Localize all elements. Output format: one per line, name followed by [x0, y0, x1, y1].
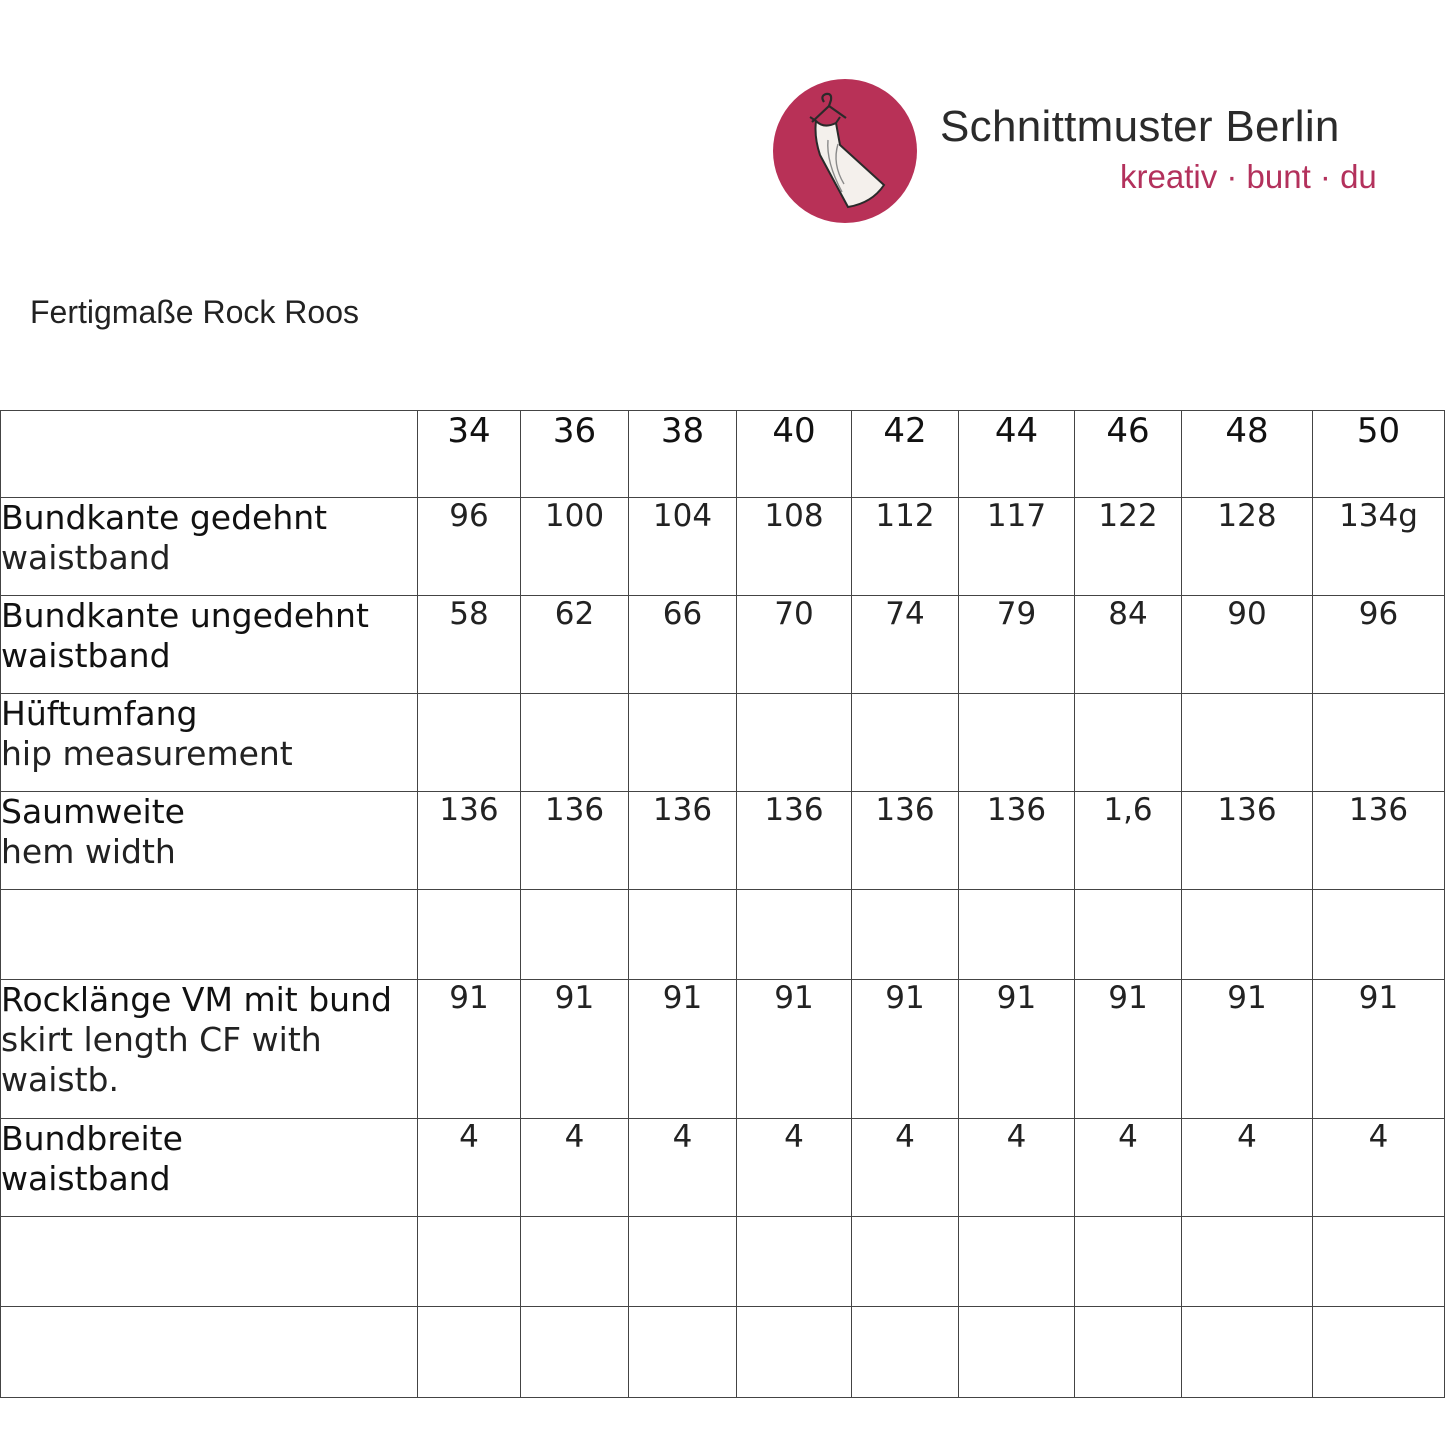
table-cell-size-42	[852, 1307, 959, 1398]
table-cell-size-40: 70	[737, 596, 852, 694]
size-header-4: 42	[852, 411, 959, 498]
size-header-6: 46	[1075, 411, 1182, 498]
table-cell-size-50	[1313, 890, 1445, 980]
table-cell-size-36	[521, 694, 629, 792]
size-header-0: 34	[418, 411, 521, 498]
row-label	[1, 498, 418, 596]
table-cell-size-42: 74	[852, 596, 959, 694]
row-label	[1, 792, 418, 890]
row-label-german: Bundkante gedehnt	[1, 498, 328, 537]
size-header-2: 38	[629, 411, 737, 498]
size-header-row	[1, 411, 1445, 498]
table-cell-size-38	[629, 694, 737, 792]
table-cell-size-46: 4	[1075, 1119, 1182, 1217]
table-cell-size-42: 112	[852, 498, 959, 596]
table-cell-size-36: 4	[521, 1119, 629, 1217]
table-cell-size-42: 91	[852, 980, 959, 1119]
table-cell-size-34: 4	[418, 1119, 521, 1217]
size-header-5: 44	[959, 411, 1075, 498]
table-cell-size-44: 79	[959, 596, 1075, 694]
table-cell-size-34: 58	[418, 596, 521, 694]
table-cell-size-44	[959, 694, 1075, 792]
row-label-english: skirt length CF with waistb.	[1, 1020, 322, 1099]
table-cell-size-50	[1313, 1307, 1445, 1398]
corner-cell	[1, 411, 418, 498]
table-cell-size-36: 62	[521, 596, 629, 694]
table-cell-size-34	[418, 890, 521, 980]
size-chart-table	[0, 410, 1445, 1398]
table-cell-size-50: 4	[1313, 1119, 1445, 1217]
table-cell-size-36: 136	[521, 792, 629, 890]
row-label-english: waistband	[1, 538, 171, 577]
table-cell-size-36	[521, 1217, 629, 1307]
row-label-german: Bundkante ungedehnt	[1, 596, 369, 635]
table-cell-size-42: 4	[852, 1119, 959, 1217]
row-label-english: waistband	[1, 1159, 171, 1198]
table-cell-size-36: 100	[521, 498, 629, 596]
table-cell-size-42	[852, 694, 959, 792]
table-cell-size-40: 4	[737, 1119, 852, 1217]
table-cell-size-50: 136	[1313, 792, 1445, 890]
table-cell-size-46: 122	[1075, 498, 1182, 596]
dress-hanger-icon	[772, 78, 918, 224]
row-label	[1, 1307, 418, 1398]
table-cell-size-44: 136	[959, 792, 1075, 890]
table-cell-size-44	[959, 1217, 1075, 1307]
table-cell-size-48	[1182, 1307, 1313, 1398]
size-header-1: 36	[521, 411, 629, 498]
table-cell-size-44	[959, 1307, 1075, 1398]
size-header-3: 40	[737, 411, 852, 498]
table-cell-size-34	[418, 1217, 521, 1307]
table-cell-size-38	[629, 890, 737, 980]
table-cell-size-44: 117	[959, 498, 1075, 596]
table-cell-size-48	[1182, 694, 1313, 792]
table-cell-size-48: 136	[1182, 792, 1313, 890]
table-cell-size-50: 134g	[1313, 498, 1445, 596]
table-cell-size-46: 1,6	[1075, 792, 1182, 890]
table-row	[1, 1217, 1445, 1307]
table-cell-size-40	[737, 1307, 852, 1398]
brand-name: Schnittmuster Berlin	[940, 102, 1340, 151]
row-label	[1, 694, 418, 792]
size-header-8: 50	[1313, 411, 1445, 498]
table-row	[1, 1119, 1445, 1217]
table-row	[1, 792, 1445, 890]
table-cell-size-38: 66	[629, 596, 737, 694]
size-header-7: 48	[1182, 411, 1313, 498]
table-cell-size-48: 4	[1182, 1119, 1313, 1217]
table-cell-size-36	[521, 890, 629, 980]
table-cell-size-46: 84	[1075, 596, 1182, 694]
table-row	[1, 498, 1445, 596]
table-cell-size-40	[737, 890, 852, 980]
table-cell-size-44	[959, 890, 1075, 980]
row-label	[1, 890, 418, 980]
table-cell-size-36	[521, 1307, 629, 1398]
table-cell-size-46	[1075, 1217, 1182, 1307]
table-cell-size-38: 104	[629, 498, 737, 596]
row-label-german: Hüftumfang	[1, 694, 198, 733]
table-cell-size-34	[418, 1307, 521, 1398]
row-label-english: hem width	[1, 832, 176, 871]
row-label-german: Bundbreite	[1, 1119, 183, 1158]
table-cell-size-36: 91	[521, 980, 629, 1119]
page-title: Fertigmaße Rock Roos	[30, 294, 359, 330]
table-cell-size-48: 90	[1182, 596, 1313, 694]
row-label-english: hip measurement	[1, 734, 293, 773]
table-row	[1, 694, 1445, 792]
table-cell-size-50: 91	[1313, 980, 1445, 1119]
table-cell-size-38	[629, 1217, 737, 1307]
row-label	[1, 1119, 418, 1217]
table-cell-size-38: 91	[629, 980, 737, 1119]
table-cell-size-46	[1075, 890, 1182, 980]
table-row	[1, 980, 1445, 1119]
row-label	[1, 596, 418, 694]
table-cell-size-38: 136	[629, 792, 737, 890]
table-cell-size-50	[1313, 1217, 1445, 1307]
table-cell-size-42: 136	[852, 792, 959, 890]
row-label-german: Rocklänge VM mit bund	[1, 980, 392, 1019]
table-cell-size-48	[1182, 1217, 1313, 1307]
table-cell-size-48: 128	[1182, 498, 1313, 596]
row-label-english: waistband	[1, 636, 171, 675]
table-cell-size-34: 96	[418, 498, 521, 596]
table-cell-size-40: 136	[737, 792, 852, 890]
table-cell-size-34: 91	[418, 980, 521, 1119]
row-label	[1, 1217, 418, 1307]
table-cell-size-40: 108	[737, 498, 852, 596]
table-cell-size-50	[1313, 694, 1445, 792]
table-cell-size-46: 91	[1075, 980, 1182, 1119]
table-cell-size-48	[1182, 890, 1313, 980]
table-cell-size-38	[629, 1307, 737, 1398]
table-cell-size-40	[737, 694, 852, 792]
row-label-german: Saumweite	[1, 792, 185, 831]
table-cell-size-50: 96	[1313, 596, 1445, 694]
table-cell-size-46	[1075, 1307, 1182, 1398]
table-cell-size-42	[852, 890, 959, 980]
brand-logo	[772, 78, 1412, 228]
table-cell-size-44: 91	[959, 980, 1075, 1119]
table-cell-size-38: 4	[629, 1119, 737, 1217]
table-cell-size-48: 91	[1182, 980, 1313, 1119]
table-cell-size-44: 4	[959, 1119, 1075, 1217]
table-cell-size-34: 136	[418, 792, 521, 890]
table-cell-size-40: 91	[737, 980, 852, 1119]
table-cell-size-40	[737, 1217, 852, 1307]
brand-tagline: kreativ · bunt · du	[1120, 158, 1377, 195]
table-row	[1, 890, 1445, 980]
table-cell-size-46	[1075, 694, 1182, 792]
table-row	[1, 1307, 1445, 1398]
table-cell-size-42	[852, 1217, 959, 1307]
table-row	[1, 596, 1445, 694]
row-label	[1, 980, 418, 1119]
table-cell-size-34	[418, 694, 521, 792]
